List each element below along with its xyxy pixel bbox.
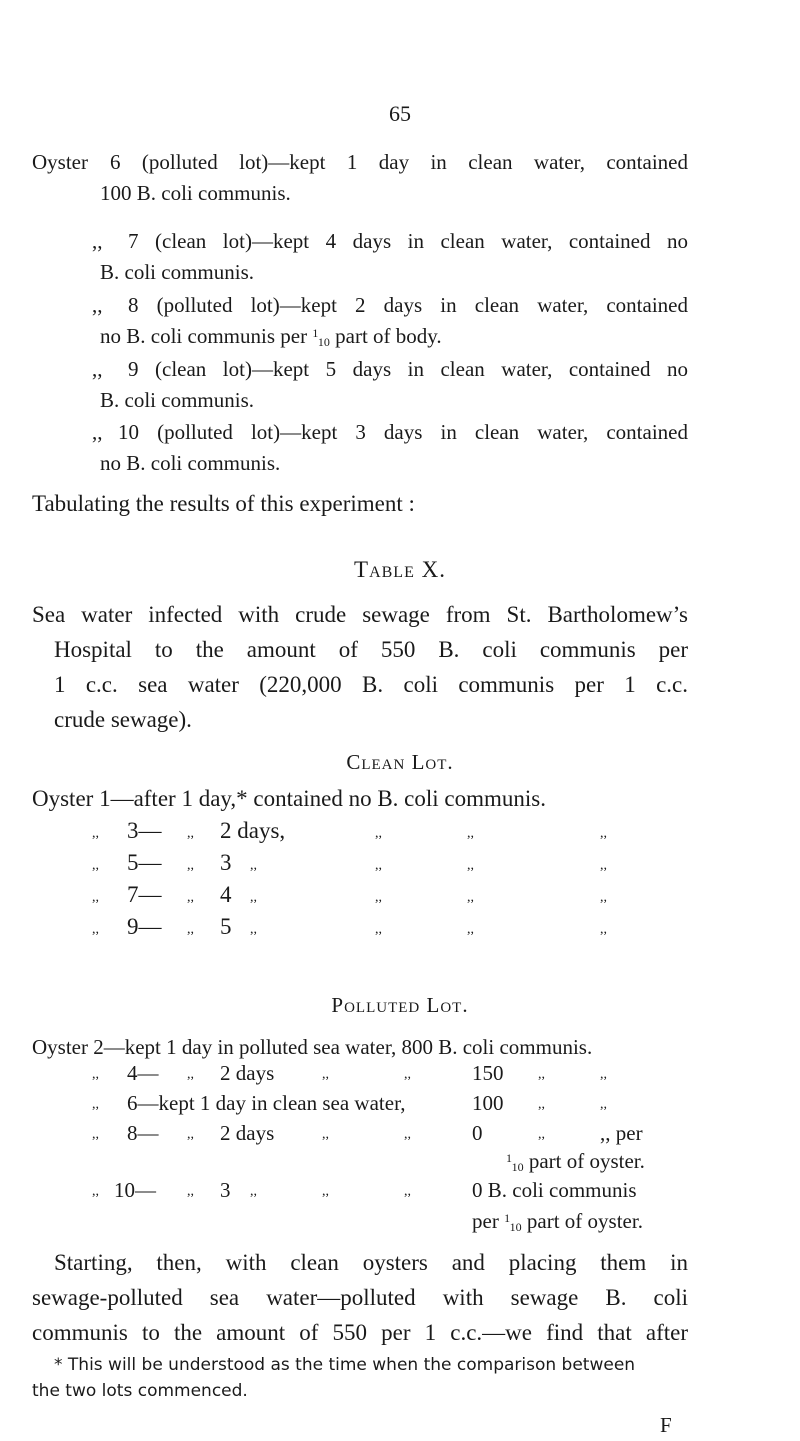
list-item-line: 100 B. coli communis. [100, 181, 291, 205]
ditto-mark: ,, [600, 858, 607, 873]
duration: 2 days, [220, 818, 286, 843]
ditto-mark: ,, [375, 858, 382, 873]
fraction-numerator: 1 [312, 326, 318, 340]
ditto-mark: ,, [404, 1127, 411, 1142]
ditto-mark: ,, [375, 826, 382, 841]
oyster-description: 6—kept 1 day in clean sea water, [127, 1091, 406, 1115]
ditto-mark: ,, [92, 1127, 99, 1142]
ditto-mark: ,, [467, 890, 474, 905]
tabulating-line: Tabulating the results of this experiment : [32, 491, 415, 516]
ditto-mark: ,, [538, 1097, 545, 1112]
ditto-mark: ,, [600, 1097, 607, 1112]
duration: 2 days [220, 1061, 275, 1085]
ditto-mark: ,, [187, 1184, 194, 1199]
ditto-mark: ,, [92, 890, 99, 905]
fraction-denominator: 10 [317, 335, 330, 349]
oyster-number: 4— [127, 1061, 159, 1085]
signature-mark: F [660, 1413, 672, 1437]
list-item-line: 6 (polluted lot)—kept 1 day in clean water, contained [110, 150, 688, 174]
ditto-mark: ,, [250, 922, 257, 937]
list-item-line: B. coli communis. [100, 388, 254, 412]
list-item-line: 7 (clean lot)—kept 4 days in clean water, contained no [128, 229, 688, 253]
polluted-lot-continuation [472, 1206, 643, 1240]
list-text: part of body. [335, 324, 442, 348]
list-text: no B. coli communis per [100, 324, 308, 348]
ditto-mark: ,, [404, 1184, 411, 1199]
paragraph-line: communis to the amount of 550 per 1 c.c.—we find that after [32, 1320, 688, 1345]
oyster-number: 3— [127, 818, 162, 843]
table-title: Table X. [354, 557, 446, 582]
duration: 3 [220, 1178, 231, 1202]
ditto-mark: ,, [600, 922, 607, 937]
oyster-number: 7— [127, 882, 162, 907]
continuation-text: per [472, 1209, 499, 1233]
ditto-mark: ,, [250, 890, 257, 905]
list-prefix: ,, [92, 293, 103, 317]
table-caption-line: crude sewage). [54, 707, 192, 732]
paragraph-line: sewage-polluted sea water—polluted with sewage B. coli [32, 1285, 688, 1310]
ditto-mark: ,, [538, 1127, 545, 1142]
bacteria-count: 0 [472, 1121, 483, 1145]
list-prefix: ,, [92, 420, 103, 444]
footnote-line: * This will be understood as the time when the comparison between [54, 1355, 636, 1375]
clean-lot-row: Oyster 1—after 1 day,* contained no B. coli communis. [32, 786, 546, 811]
oyster-number: 5— [127, 850, 162, 875]
duration: 5 [220, 914, 232, 939]
fraction-numerator: 1 [506, 1151, 512, 1165]
ditto-mark: ,, [322, 1184, 329, 1199]
duration: 4 [220, 882, 232, 907]
ditto-mark: ,, [187, 890, 194, 905]
ditto-mark: ,, [250, 858, 257, 873]
list-item-line: 8 (polluted lot)—kept 2 days in clean water, contained [128, 293, 688, 317]
ditto-mark: ,, [92, 1097, 99, 1112]
fraction-numerator: 1 [504, 1211, 510, 1225]
ditto-mark: ,, [187, 858, 194, 873]
ditto-mark: ,, [92, 922, 99, 937]
per-label: ,, per [600, 1121, 643, 1145]
list-item-line: no B. coli communis. [100, 451, 281, 475]
ditto-mark: ,, [375, 890, 382, 905]
ditto-mark: ,, [538, 1067, 545, 1082]
list-prefix: ,, [92, 229, 103, 253]
footnote-line: the two lots commenced. [32, 1381, 248, 1401]
bacteria-count: 0 B. coli communis [472, 1178, 637, 1202]
fraction [312, 326, 330, 349]
ditto-mark: ,, [187, 1127, 194, 1142]
clean-lot-heading: Clean Lot. [346, 750, 454, 774]
polluted-lot-row: Oyster 2—kept 1 day in polluted sea water, 800 B. coli communis. [32, 1035, 593, 1059]
ditto-mark: ,, [467, 922, 474, 937]
fraction [506, 1151, 524, 1174]
continuation-text: part of oyster. [526, 1209, 643, 1233]
ditto-mark: ,, [187, 922, 194, 937]
list-item-line [100, 321, 442, 355]
ditto-mark: ,, [467, 826, 474, 841]
list-item-line: B. coli communis. [100, 260, 254, 284]
ditto-mark: ,, [600, 890, 607, 905]
oyster-number: 8— [127, 1121, 159, 1145]
ditto-mark: ,, [92, 826, 99, 841]
table-caption-line: Sea water infected with crude sewage from St. Bartholomew’s [32, 602, 688, 627]
paragraph-line: Starting, then, with clean oysters and placing them in [54, 1250, 688, 1275]
ditto-mark: ,, [600, 826, 607, 841]
polluted-lot-heading: Polluted Lot. [331, 993, 469, 1017]
list-prefix: ,, [92, 357, 103, 381]
list-item-line: 9 (clean lot)—kept 5 days in clean water, contained no [128, 357, 688, 381]
oyster-number: 10— [114, 1178, 156, 1202]
ditto-mark: ,, [92, 1067, 99, 1082]
duration: 3 [220, 850, 232, 875]
table-caption-line: 1 c.c. sea water (220,000 B. coli communis per 1 c.c. [54, 672, 688, 697]
oyster-number: 9— [127, 914, 162, 939]
fraction-denominator: 10 [509, 1220, 522, 1234]
ditto-mark: ,, [187, 826, 194, 841]
duration: 2 days [220, 1121, 275, 1145]
list-item-line: 10 (polluted lot)—kept 3 days in clean water, contained [118, 420, 688, 444]
ditto-mark: ,, [92, 858, 99, 873]
continuation-text: part of oyster. [528, 1149, 645, 1173]
page-number: 65 [389, 101, 411, 126]
ditto-mark: ,, [92, 1184, 99, 1199]
ditto-mark: ,, [404, 1067, 411, 1082]
ditto-mark: ,, [322, 1127, 329, 1142]
ditto-mark: ,, [600, 1067, 607, 1082]
bacteria-count: 100 [472, 1091, 504, 1115]
ditto-mark: ,, [187, 1067, 194, 1082]
ditto-mark: ,, [322, 1067, 329, 1082]
fraction-denominator: 10 [511, 1160, 524, 1174]
list-prefix: Oyster [32, 150, 88, 174]
bacteria-count: 150 [472, 1061, 504, 1085]
ditto-mark: ,, [467, 858, 474, 873]
table-caption-line: Hospital to the amount of 550 B. coli communis per [54, 637, 688, 662]
ditto-mark: ,, [375, 922, 382, 937]
ditto-mark: ,, [250, 1184, 257, 1199]
fraction [504, 1211, 522, 1234]
